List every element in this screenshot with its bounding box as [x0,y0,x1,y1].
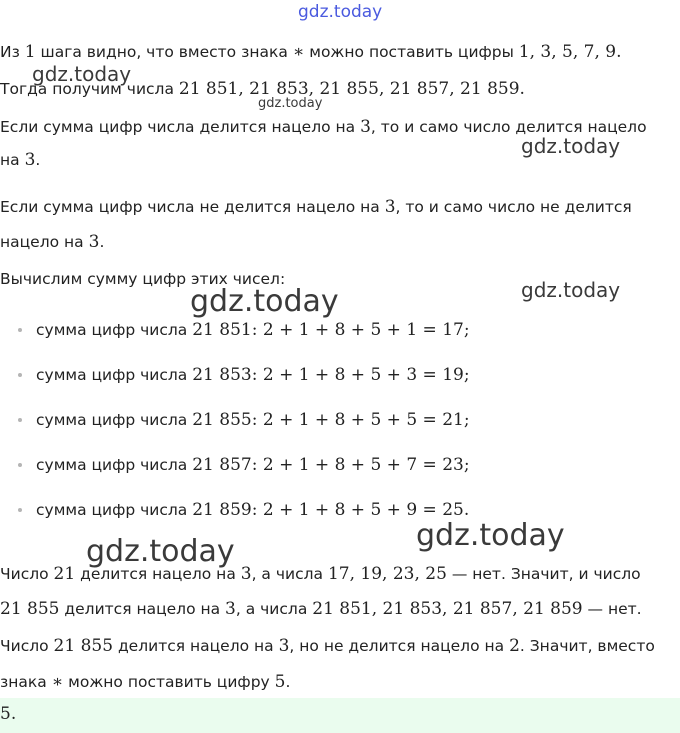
math-value: 3 [240,564,252,584]
watermark: gdz.today [190,284,339,319]
math-value: 3 [225,599,236,619]
math-value: 3 [360,117,371,137]
math-value: 1, 3, 5, 7, 9. [518,42,622,62]
math-value: 21 855 [0,599,60,619]
watermark: gdz.today [258,96,323,111]
text-fragment: . [285,673,291,691]
math-value: ∗ [292,42,305,62]
text-fragment: — нет. [582,600,642,618]
math-value: 3 [88,232,100,252]
math-value: 21 855 [53,636,114,656]
math-value: 21 [53,564,76,584]
text-line [0,117,647,137]
text-line [0,42,622,62]
text-line [0,672,290,692]
watermark: gdz.today [416,518,565,553]
list-item-text [36,320,470,340]
text-line [0,79,525,99]
math-value: 3 [24,150,36,170]
text-fragment: — нет. Значит, и число [446,565,641,583]
text-line [0,636,655,656]
text-fragment: можно поставить цифру [63,673,275,691]
math-value: 5 [274,672,286,692]
list-item-label: сумма цифр числа [36,366,193,384]
text-fragment: , а числа [235,600,313,618]
text-fragment: . [99,233,105,251]
math-value: 2 [509,636,520,656]
text-fragment: делится нацело на [113,637,279,655]
text-fragment: , но не делится нацело на [289,637,510,655]
answer-value: 5. [0,704,17,724]
text-line [0,232,104,252]
text-line [0,150,40,170]
math-value: 17, 19, 23, 25 [327,564,447,584]
list-item-text [36,410,470,430]
math-value: ∗ [51,672,64,692]
list-item-expression: 21 859: 2 + 1 + 8 + 5 + 9 = 25. [192,500,470,520]
list-item-expression: 21 855: 2 + 1 + 8 + 5 + 5 = 21; [192,410,470,430]
text-line [0,564,641,584]
text-fragment: Тогда получим числа [0,80,179,98]
list-item-label: сумма цифр числа [36,321,193,339]
watermark: gdz.today [298,2,383,22]
text-fragment: . [35,151,41,169]
text-fragment: знака [0,673,52,691]
math-value: 21 851, 21 853, 21 857, 21 859 [312,599,583,619]
list-item-label: сумма цифр числа [36,456,193,474]
math-value: 3 [278,636,290,656]
text-fragment: делится нацело на [75,565,241,583]
text-fragment: Если сумма цифр числа делится нацело на [0,118,361,136]
text-fragment: нацело на [0,233,89,251]
watermark: gdz.today [32,62,132,86]
math-value: 3 [384,197,396,217]
text-fragment: на [0,151,25,169]
text-line [0,599,642,619]
text-fragment: шага видно, что вместо знака [35,43,293,61]
text-fragment: , то и само число не делится [395,198,632,216]
text-line [0,197,632,217]
list-item-label: сумма цифр числа [36,501,193,519]
list-item-label: сумма цифр числа [36,411,193,429]
text-line [0,269,285,289]
list-item-expression: 21 853: 2 + 1 + 8 + 5 + 3 = 19; [192,365,470,385]
watermark: gdz.today [86,534,235,569]
text-fragment: Вычислим сумму цифр этих чисел: [0,270,286,288]
list-item-text [36,455,470,475]
list-item-text [36,365,470,385]
bullet-dot-icon [18,328,22,332]
list-item-text [36,500,469,520]
text-fragment: Число [0,637,54,655]
bullet-dot-icon [18,373,22,377]
bullet-dot-icon [18,463,22,467]
math-value: 1 [24,42,36,62]
text-fragment: . Значит, вместо [519,637,655,655]
math-value: 21 851, 21 853, 21 855, 21 857, 21 859. [178,79,525,99]
text-fragment: делится нацело на [59,600,226,618]
bullet-dot-icon [18,418,22,422]
text-fragment: , то и само число делится нацело [370,118,647,136]
text-fragment: Из [0,43,25,61]
text-fragment: Если сумма цифр числа не делится нацело на [0,198,385,216]
watermark: gdz.today [521,278,621,302]
answer-box [0,698,680,733]
text-fragment: , а числа [251,565,328,583]
bullet-dot-icon [18,508,22,512]
list-item-expression: 21 851: 2 + 1 + 8 + 5 + 1 = 17; [192,320,470,340]
list-item-expression: 21 857: 2 + 1 + 8 + 5 + 7 = 23; [192,455,470,475]
text-fragment: можно поставить цифры [304,43,519,61]
watermark: gdz.today [521,134,621,158]
text-fragment: Число [0,565,54,583]
